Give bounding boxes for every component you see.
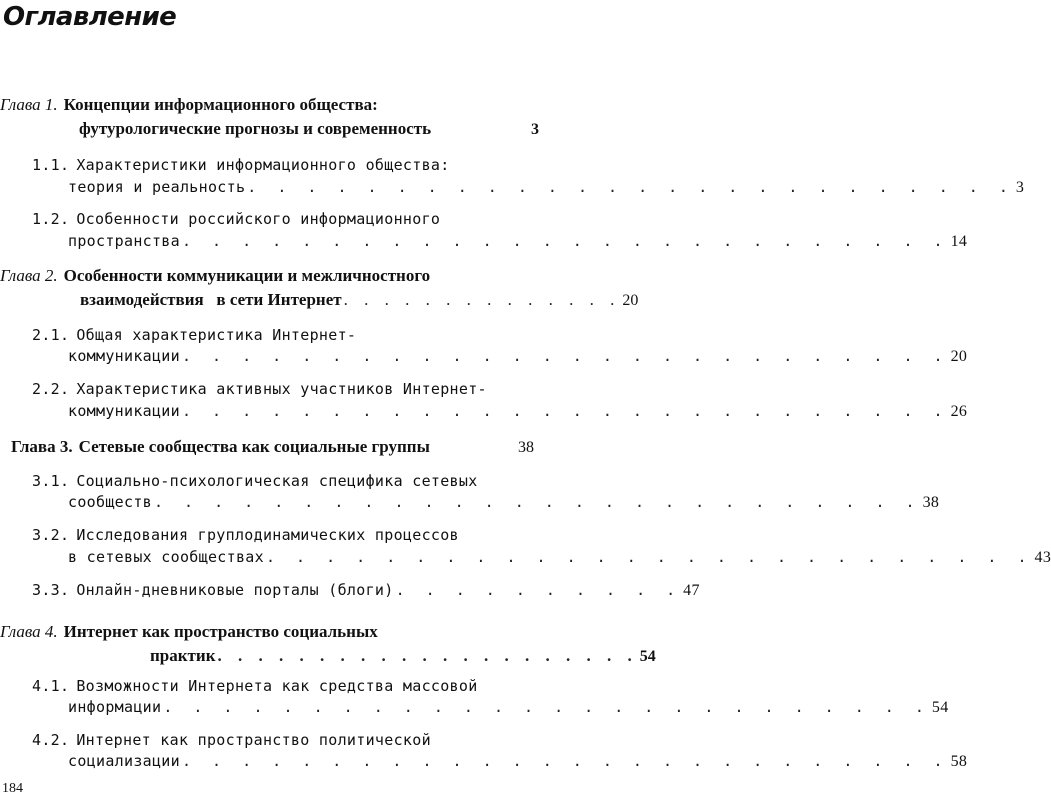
section-title-line2: в сетевых сообществах xyxy=(68,548,264,566)
chapter-title-line1: Сетевые сообщества как социальные группы xyxy=(78,437,430,456)
page-number: 20 xyxy=(622,292,639,309)
section-number: 1.2. xyxy=(32,210,70,228)
page-number: 54 xyxy=(931,699,949,716)
section-title-line1: Характеристика активных участников Интернет- xyxy=(76,380,487,398)
leader-dots: . . . . . . . . . . . . . . . . . . . . . . . . . . xyxy=(265,548,1033,566)
page-number: 38 xyxy=(518,439,534,456)
chapter-label: Глава 3. xyxy=(11,437,73,456)
page-number: 58 xyxy=(950,753,968,770)
section-number: 3.2. xyxy=(32,526,70,544)
section-title-line1: Характеристики информационного общества: xyxy=(76,156,450,174)
section-number: 4.1. xyxy=(32,677,70,695)
page-number: 47 xyxy=(683,582,700,599)
page-title: Оглавление xyxy=(3,2,177,32)
chapter-label: Глава 4. xyxy=(0,622,58,641)
section-number: 3.1. xyxy=(32,472,70,490)
chapter-title-line1: Особенности коммуникации и межличностного xyxy=(63,266,431,285)
leader-dots: . . . . . . . . . . . . . . . . . . . . . . . . . . xyxy=(247,178,1014,196)
chapter-title-line2: футурологические прогнозы и современность xyxy=(79,119,432,138)
section-title-line1: Общая характеристика Интернет- xyxy=(76,326,357,344)
section-title-line1: Онлайн-дневниковые порталы (блоги) xyxy=(76,581,394,599)
page-number: 3 xyxy=(531,121,539,138)
page-number: 38 xyxy=(922,494,940,511)
leader-dots: . . . . . . . . . . xyxy=(395,581,682,599)
chapter-label: Глава 1. xyxy=(0,95,58,114)
leader-dots: . . . . . . . . . . . . . . xyxy=(343,290,621,309)
page-number: 3 xyxy=(1015,179,1025,196)
section-number: 1.1. xyxy=(32,156,70,174)
section-title-line2: коммуникации xyxy=(68,347,180,365)
page-number: 20 xyxy=(950,348,968,365)
page-number: 14 xyxy=(950,233,968,250)
page-number: 54 xyxy=(639,648,656,665)
chapter-title-line2: практик xyxy=(150,646,216,665)
leader-dots: . . . . . . . . . . . . . . . . . . . . . . . . . . xyxy=(181,752,949,770)
chapter-label: Глава 2. xyxy=(0,266,58,285)
section-title-line2: социализации xyxy=(68,752,180,770)
leader-dots: . . . . . . . . . . . . . . . . . . . . . . . . . . xyxy=(153,493,921,511)
section-title-line2: коммуникации xyxy=(68,402,180,420)
page-number: 26 xyxy=(950,403,968,420)
section-title-line2: информации xyxy=(68,698,162,716)
chapter-title-line1: Концепции информационного общества: xyxy=(63,95,378,114)
section-title-line1: Исследования груплодинамических процессов xyxy=(76,526,459,544)
section-number: 4.2. xyxy=(32,731,70,749)
section-title-line2: пространства xyxy=(68,232,180,250)
page-number: 43 xyxy=(1034,549,1051,566)
section-number: 2.1. xyxy=(32,326,70,344)
chapter-title-line2: взаимодействия в сети Интернет xyxy=(80,290,342,309)
section-title-line1: Интернет как пространство политической xyxy=(76,731,431,749)
section-title-line1: Возможности Интернета как средства массовой xyxy=(76,677,478,695)
section-title-line2: сообществ xyxy=(68,493,152,511)
chapter-title-line1: Интернет как пространство социальных xyxy=(63,622,378,641)
section-number: 3.3. xyxy=(32,581,70,599)
leader-dots: . . . . . . . . . . . . . . . . . . . . . . . . . . xyxy=(181,232,949,250)
leader-dots: . . . . . . . . . . . . . . . . . . . . . . . . . . xyxy=(181,402,949,420)
leader-dots: . . . . . . . . . . . . . . . . . . . . . xyxy=(217,646,638,665)
section-title-line2: теория и реальность xyxy=(68,178,246,196)
folio-page-number: 184 xyxy=(2,781,23,796)
section-title-line1: Социально-психологическая специфика сетевых xyxy=(76,472,478,490)
section-number: 2.2. xyxy=(32,380,70,398)
leader-dots: . . . . . . . . . . . . . . . . . . . . . . . . . . xyxy=(163,698,930,716)
leader-dots: . . . . . . . . . . . . . . . . . . . . . . . . . . xyxy=(181,347,949,365)
section-title-line1: Особенности российского информационного xyxy=(76,210,441,228)
